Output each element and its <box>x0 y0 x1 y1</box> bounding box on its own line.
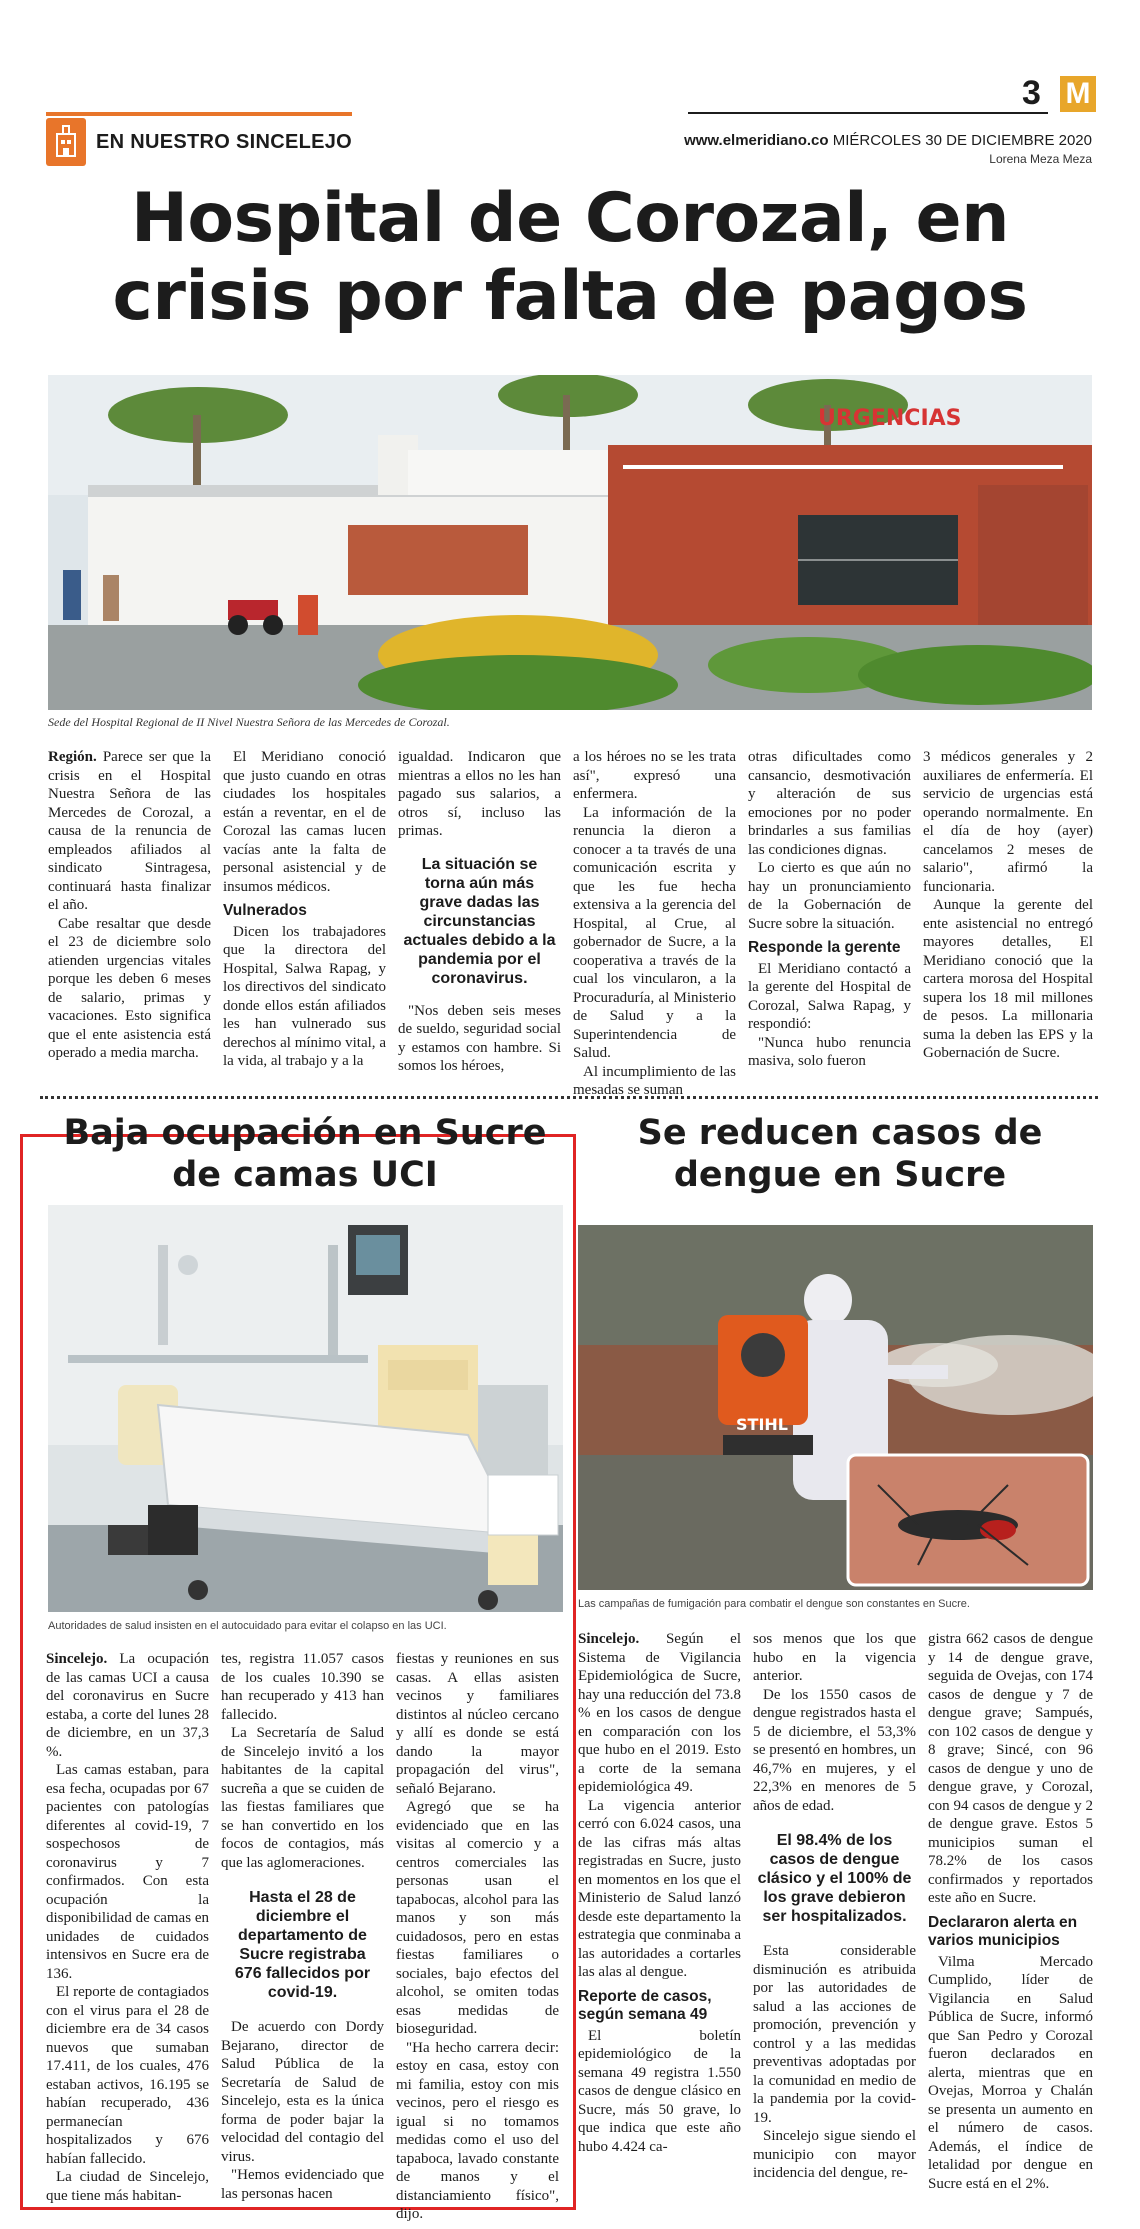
dengue-col-2 <box>753 1630 916 2183</box>
paragraph: El reporte de contagiados con el virus para el 28 de diciembre era de 34 casos nuevos que sumaban 17.411, de los cuales, 476 estaban activos, 16.195 se habían recuperado, 436 permanecían hospitalizados y 676 habían fallecido. <box>46 1984 209 2167</box>
paragraph: Al incumplimiento de las mesadas se suman <box>573 1063 736 1098</box>
paragraph: Las camas estaban, para esa fecha, ocupadas por 67 pacientes con patologías diferentes al covid-19, 7 sospechosos de coronavirus y 7 confirmados. Con esta ocupación la disponibilidad de camas en unidades de cuidados intensivos en Sucre era de 136. <box>46 1762 209 1982</box>
subhead-reporte: Reporte de casos, según semana 49 <box>578 1987 712 2023</box>
main-headline: Hospital de Corozal, en crisis por falta de pagos <box>112 179 1028 336</box>
paragraph: otras dificultades como cansancio, desmotivación y alteración de sus emociones por no poder brindarles a sus familias las condiciones dignas. <box>748 749 911 858</box>
uci-headline: Baja ocupación en Sucre de camas UCI <box>63 1113 547 1195</box>
paragraph: De los 1550 casos de dengue registrados hasta el 5 de diciembre, el 53,3% se presentó en hombres, un 46,7% en mujeres, y el 22,3% en menores de 5 años de edad. <box>753 1686 916 1814</box>
uci-col-2 <box>221 1650 384 2203</box>
paragraph: Aunque la gerente del ente asistencial no entregó mayores detalles, El Meridiano conoció que la cartera morosa del Hospital supera los 18 mil millones de pesos. La millonaria suma la deben las EPS y la Gobernación de Sucre. <box>923 897 1093 1061</box>
icu-photo-caption: Autoridades de salud insisten en el autocuidado para evitar el colapso en las UCI. <box>48 1620 447 1632</box>
hospital-photo <box>48 375 1092 710</box>
paragraph: "Hemos evidenciado que las personas hacen <box>221 2167 384 2202</box>
building-icon <box>46 118 86 166</box>
fumigation-photo-caption: Las campañas de fumigación para combatir el dengue son constantes en Sucre. <box>578 1598 970 1610</box>
main-col-1 <box>48 748 211 1063</box>
hospital-photo-caption: Sede del Hospital Regional de II Nivel Nuestra Señora de las Mercedes de Corozal. <box>48 715 450 729</box>
dateline <box>684 132 1092 149</box>
main-col-5 <box>748 748 911 1071</box>
pull-quote: Hasta el 28 de diciembre el departamento de Sucre registraba 676 fallecidos por covid-19. <box>234 1889 371 2001</box>
urgencias-sign: URGENCIAS <box>818 406 962 431</box>
main-col-2 <box>223 748 386 1071</box>
paragraph: "Ha hecho carrera decir: estoy en casa, estoy con mi familia, estoy con mis vecinos, pero el riesgo es igual si no tomamos medidas como el uso del tapaboca, lavado constante de manos y el distanciamiento físico", dijo. <box>396 2039 559 2222</box>
stihl-brand: STIHL <box>736 1415 788 1434</box>
main-col-6 <box>923 748 1093 1063</box>
paragraph: igualdad. Indicaron que mientras a ellos no les han pagado sus salarios, a otros sí, incluso las primas. <box>398 749 561 839</box>
section-divider <box>40 1096 1098 1099</box>
dengue-col-3 <box>928 1630 1093 2193</box>
paragraph: Cabe resaltar que desde el 23 de diciembre solo atienden urgencias vitales porque les deben 6 meses de salario, primas y vacaciones. Esto significa que el ente asistencia está operado a media marcha. <box>48 915 211 1061</box>
paragraph: De acuerdo con Dordy Bejarano, director de Salud Pública de la Secretaría de Salud de Sincelejo, esta es la única forma de poder bajar la velocidad del contagio del virus. <box>221 2019 384 2165</box>
subhead-vulnerados: Vulnerados <box>223 902 307 919</box>
paragraph: sos menos que los que hubo en la vigencia anterior. <box>753 1631 916 1684</box>
paragraph: "Nunca hubo renuncia masiva, solo fueron <box>748 1034 911 1069</box>
pull-quote: La situación se torna aún más grave dadas las circunstancias actuales debido a la pandemia por el coronavirus. <box>403 855 556 987</box>
paragraph: Parece ser que la crisis en el Hospital Nuestra Señora de las Mercedes de Corozal, a causa de la renuncia de empleados afiliados al sindicato Sintragesa, continuará hasta finalizar el año. <box>48 749 211 913</box>
site-url: www.elmeridiano.co <box>684 132 829 149</box>
dateline-lead: Sincelejo. <box>46 1651 108 1667</box>
paragraph: Según el Sistema de Vigilancia Epidemiológica de Sucre, hay una reducción del 73.8 % en los casos de dengue en comparación con los que hubo en el 2019. Esto a corte de la semana epidemiológica 49. <box>578 1631 741 1795</box>
dengue-col-1 <box>578 1630 741 2156</box>
section-label: EN NUESTRO SINCELEJO <box>96 130 353 153</box>
uci-col-1 <box>46 1650 209 2205</box>
paragraph: El Meridiano contactó a la gerente del Hospital de Corozal, Salwa Rapag, y respondió: <box>748 960 911 1032</box>
paragraph: La Secretaría de Salud de Sincelejo invitó a los habitantes de la capital sucreña a que se cuiden de las fiestas familiares que se han convertido en los focos de contagios, más que las aglomeraciones. <box>221 1725 384 1871</box>
issue-date: MIÉRCOLES 30 DE DICIEMBRE 2020 <box>832 132 1092 149</box>
main-col-4 <box>573 748 736 1100</box>
paragraph: 3 médicos generales y 2 auxiliares de enfermería. El servicio de urgencias está operando normalmente. En el día de hoy (ayer) cancelamos 2 meses de salario", afirmó la funcionaria. <box>923 749 1093 895</box>
paragraph: a los héroes no se les trata así", expresó una enfermera. <box>573 749 736 802</box>
paragraph: Lo cierto es que aún no hay un pronunciamiento de la Gobernación de Sucre sobre la situación. <box>748 860 911 932</box>
paragraph: El boletín epidemiológico de la semana 49 registra 1.550 casos de dengue clásico en Sucre, más 50 grave, lo que indica que este año hubo 4.424 ca- <box>578 2027 741 2155</box>
paragraph: Vilma Mercado Cumplido, líder de Vigilancia en Salud Pública de Sucre, informó que San Pedro y Corozal fueron declarados en alerta, mientras que en Ovejas, Morroa y Chalán se presenta un aumento en el número de casos. Además, el índice de letalidad por dengue en Sucre está en el 2%. <box>928 1953 1093 2192</box>
uci-col-3 <box>396 1650 559 2224</box>
icu-bed-photo <box>48 1205 563 1612</box>
paragraph: La ocupación de las camas UCI a causa del coronavirus en Sucre estaba, a corte del lunes 28 de diciembre, en un 37,3 %. <box>46 1651 209 1760</box>
paragraph: "Nos deben seis meses de sueldo, seguridad social y estamos con hambre. Si somos los héroes, <box>398 1002 561 1074</box>
paragraph: El Meridiano conoció que justo cuando en otras ciudades los hospitales están a reventar, en el de Corozal las camas lucen vacías ante la falta de personal asistencial y de insumos médicos. <box>223 749 386 895</box>
header-rule <box>688 112 1048 114</box>
paragraph: tes, registra 11.057 casos de los cuales 10.390 se han recuperado y 413 han fallecido. <box>221 1651 384 1723</box>
paragraph: fiestas y reuniones en sus casas. A ellas asisten vecinos y familiares distintos al núcleo cercano y allí es donde se está dando la mayor propagación del virus", señaló Bejarano. <box>396 1651 559 1797</box>
section-tag <box>46 118 352 166</box>
paragraph: Sincelejo sigue siendo el municipio con mayor incidencia del dengue, re- <box>753 2128 916 2181</box>
subhead-alerta: Declararon alerta en varios municipios <box>928 1913 1078 1949</box>
paragraph: Dicen los trabajadores que la directora del Hospital, Salwa Rapag, y los directivos del sindicato donde ellos están afiliados les han vulnerado sus derechos al mínimo vital, a la vida, al trabajo y a la <box>223 923 386 1069</box>
dengue-headline: Se reducen casos de dengue en Sucre <box>637 1113 1043 1195</box>
dateline-lead: Región. <box>48 749 97 765</box>
pull-quote: El 98.4% de los casos de dengue clásico y el 100% de los grave debieron ser hospitalizados. <box>757 1832 912 1925</box>
subhead-responde: Responde la gerente <box>748 939 901 956</box>
section-accent-bar <box>46 112 352 116</box>
paragraph: La ciudad de Sincelejo, que tiene más habitan- <box>46 2169 209 2204</box>
paragraph: gistra 662 casos de dengue y 14 de dengue grave, seguida de Ovejas, con 174 casos de dengue y 7 de dengue grave; Sampués, con 102 casos de dengue y 8 grave; Sincé, con 96 casos de dengue y uno de dengue grave, y Corozal, con 94 casos de dengue y 2 de dengue grave. Estos 5 municipios suman el 78.2% de los casos confirmados y reportados este año en Sucre. <box>928 1631 1093 1906</box>
paragraph: La información de la renuncia la dieron a conocer a ta través de una comunicación escrita y que les fue hecha extensiva a la gerencia del Hospital, al Crue, al gobernador de Sucre, a la cooperativa a través de la cual los vincularon, a la Procuraduría, al Ministerio de Salud y a la Superintendencia de Salud. <box>573 804 736 1061</box>
page-number: 3 <box>1022 74 1041 112</box>
paragraph: Agregó que se ha evidenciado que en las visitas al comercio y a centros comerciales las personas usan el tapabocas, alcohol para las manos y son más cuidadosos, pero en estas fiestas familiares o sociales, bajo efectos del alcohol, se omiten todas esas medidas de bioseguridad. <box>396 1799 559 2037</box>
paragraph: La vigencia anterior cerró con 6.024 casos, una de las cifras más altas registradas en Sucre, justo en momentos en los que el Ministerio de Salud lanzó desde este departamento la estrategia que conminaba a las autoridades a cortarles las alas al dengue. <box>578 1797 741 1980</box>
brand-logo: M <box>1060 76 1096 112</box>
author-byline: Lorena Meza Meza <box>989 152 1092 166</box>
dateline-lead: Sincelejo. <box>578 1631 640 1647</box>
fumigation-photo <box>578 1225 1093 1590</box>
main-col-3 <box>398 748 561 1076</box>
paragraph: Esta considerable disminución es atribuida por las autoridades de salud a las acciones de promoción, prevención y control y a las medidas preventivas adoptadas por la comunidad en medio de la pandemia por la covid-19. <box>753 1943 916 2126</box>
